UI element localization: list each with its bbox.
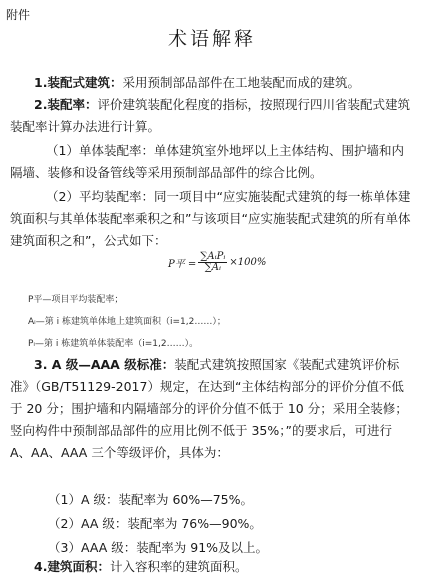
term-1 <box>10 72 414 94</box>
formula-numerator: ∑AᵢPᵢ <box>200 251 226 262</box>
formula-note-2: Aᵢ—第 i 栋建筑单体地上建筑面积（i=1,2……）； <box>28 317 226 327</box>
term-2-sub-2: （2）平均装配率：同一项目中“应实施装配式建筑的每一栋单体建筑面积与其单体装配率乘积之和”与该项目“应实施装配式建筑的所有单体建筑面积之和”，公式如下： <box>10 189 411 248</box>
term-4 <box>10 556 414 578</box>
term-2-head: 2.装配率： <box>34 97 98 112</box>
level-aa: （2）AA 级：装配率为 76%—90%。 <box>48 516 262 531</box>
formula-lhs: P平 = <box>168 259 197 270</box>
term-4-head: 4.建筑面积： <box>34 559 110 574</box>
formula-note-3: Pᵢ—第 i 栋建筑单体装配率（i=1,2……）。 <box>28 339 199 349</box>
term-3-text: 装配式建筑按照国家《装配式建筑评价标准》（GB/T51129-2017）规定，在达到“主体结构部分的评价分值不低于 20 分；围护墙和内隔墙部分的评价分值不低于 10 分；采用全装修；竖向构件中预制部品部件的应用比例不低于 35%；”的要求后，可进行 A、AA、AAA 三个等级评价，具体为： <box>10 357 408 460</box>
page-title: 术语解释 <box>167 28 256 50</box>
term-3 <box>10 354 414 464</box>
formula-rhs: ×100% <box>229 257 267 268</box>
formula-denominator: ∑Aᵢ <box>204 262 222 273</box>
term-1-text: 采用预制部品部件在工地装配而成的建筑。 <box>122 75 360 90</box>
formula-note-1: P平—项目平均装配率； <box>28 295 124 305</box>
average-assembly-rate-formula <box>168 252 266 273</box>
term-3-head: 3. A 级—AAA 级标准： <box>34 357 175 372</box>
term-2-text: 评价建筑装配化程度的指标，按照现行四川省装配式建筑装配率计算办法进行计算。 <box>10 97 410 134</box>
term-1-head: 1.装配式建筑： <box>34 75 123 90</box>
level-aaa: （3）AAA 级：装配率为 91%及以上。 <box>48 540 269 555</box>
formula-fraction <box>198 252 227 273</box>
attachment-label: 附件 <box>6 8 31 22</box>
level-a: （1）A 级：装配率为 60%—75%。 <box>48 492 254 507</box>
term-4-text: 计入容积率的建筑面积。 <box>109 559 248 574</box>
term-2-sub-1: （1）单体装配率：单体建筑室外地坪以上主体结构、围护墙和内隔墙、装修和设备管线等采用预制部品部件的综合比例。 <box>10 143 404 180</box>
term-2 <box>10 94 414 138</box>
